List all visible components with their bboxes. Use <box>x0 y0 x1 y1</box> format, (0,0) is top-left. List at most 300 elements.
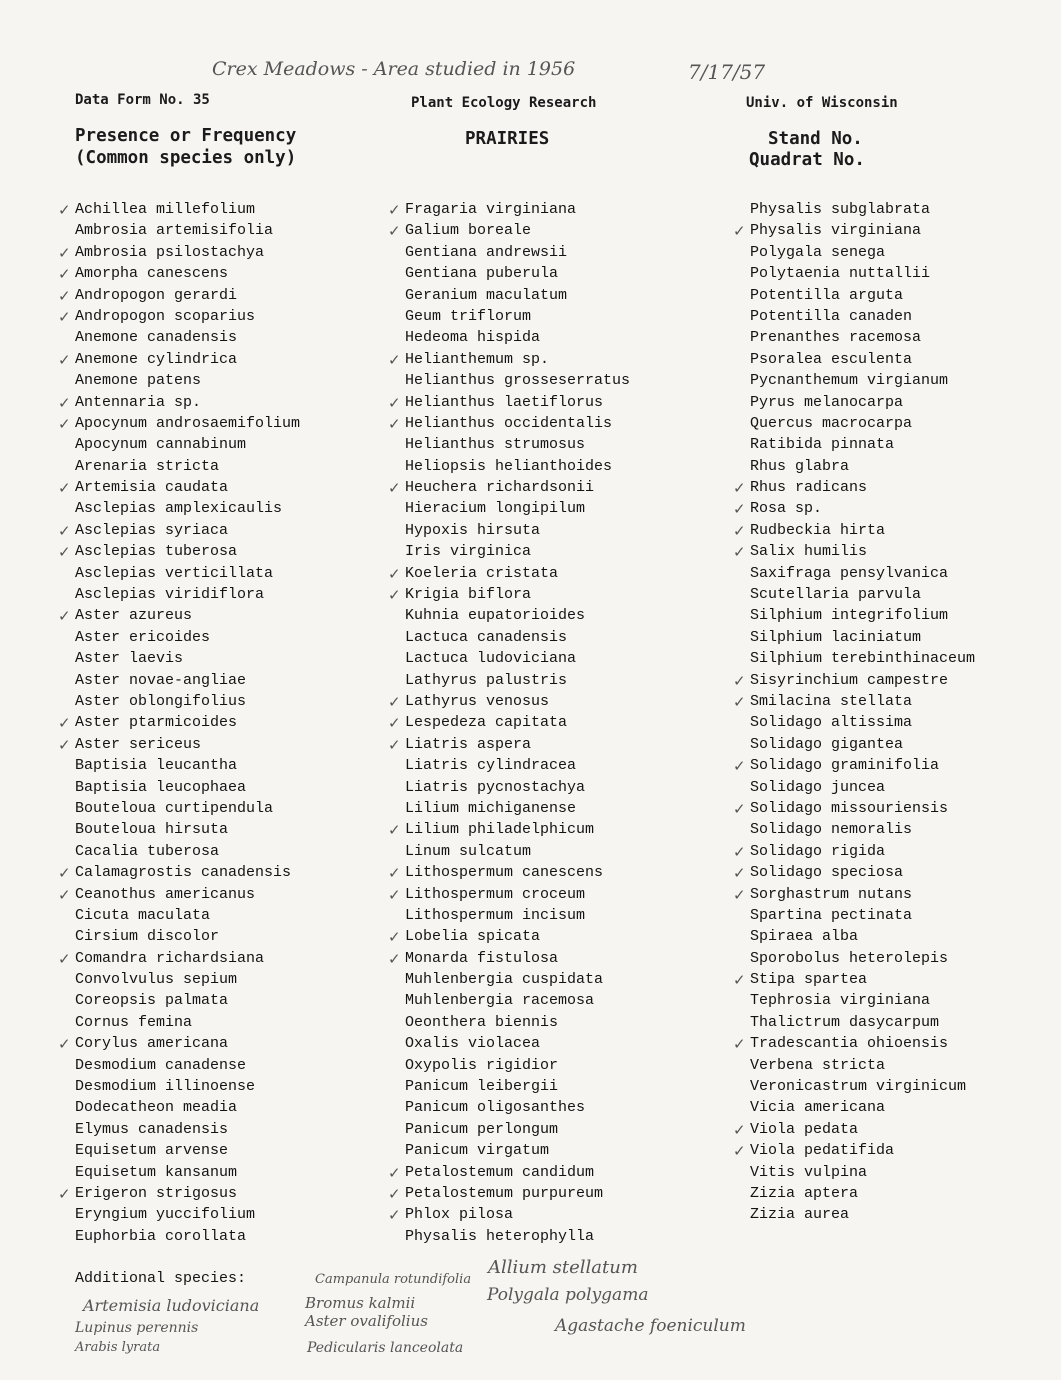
check-mark-icon: ✓ <box>388 1184 401 1203</box>
species-item <box>733 862 975 883</box>
check-mark-icon: ✓ <box>58 307 71 326</box>
species-item <box>750 370 975 391</box>
site-annotation: Crex Meadows - Area studied in 1956 <box>212 58 576 80</box>
check-mark-icon: ✓ <box>388 564 401 583</box>
species-item <box>75 1097 300 1118</box>
species-name: Solidago nemoralis <box>750 821 913 839</box>
species-item <box>405 777 630 798</box>
species-item <box>75 777 300 798</box>
species-name: Oxalis violacea <box>405 1035 541 1053</box>
species-name: Spartina pectinata <box>750 906 913 924</box>
species-name: Lactuca ludoviciana <box>405 650 577 668</box>
species-name: Panicum oligosanthes <box>405 1099 586 1117</box>
species-item <box>733 755 975 776</box>
check-mark-icon: ✓ <box>58 414 71 433</box>
species-name: Aster ericoides <box>75 628 211 646</box>
species-item <box>405 969 630 990</box>
species-item <box>58 199 300 220</box>
species-item <box>58 948 300 969</box>
handwritten-species: Allium stellatum <box>488 1257 638 1278</box>
species-name: Solidago speciosa <box>750 864 904 882</box>
check-mark-icon: ✓ <box>58 864 71 883</box>
species-item <box>75 498 300 519</box>
species-name: Antennaria sp. <box>75 393 202 411</box>
species-item <box>733 841 975 862</box>
species-item <box>750 627 975 648</box>
species-name: Solidago rigida <box>750 842 886 860</box>
species-item <box>388 349 630 370</box>
species-name: Ambrosia artemisifolia <box>75 222 274 240</box>
check-mark-icon: ✓ <box>58 607 71 626</box>
species-name: Cicuta maculata <box>75 906 211 924</box>
species-item <box>58 392 300 413</box>
species-name: Apocynum androsaemifolium <box>75 414 301 432</box>
check-mark-icon: ✓ <box>58 265 71 284</box>
species-name: Monarda fistulosa <box>405 949 559 967</box>
species-item <box>750 648 975 669</box>
species-name: Liatris cylindracea <box>405 757 577 775</box>
species-name: Ambrosia psilostachya <box>75 243 265 261</box>
species-item <box>750 1204 975 1225</box>
species-item <box>405 1140 630 1161</box>
organization: Plant Ecology Research <box>411 95 597 111</box>
check-mark-icon: ✓ <box>388 350 401 369</box>
check-mark-icon: ✓ <box>388 201 401 219</box>
species-item <box>75 456 300 477</box>
species-item <box>733 884 975 905</box>
species-name: Solidago juncea <box>750 778 886 796</box>
check-mark-icon: ✓ <box>58 521 71 540</box>
species-item <box>750 1076 975 1097</box>
species-name: Vicia americana <box>750 1099 886 1117</box>
check-mark-icon: ✓ <box>733 521 746 540</box>
species-name: Lobelia spicata <box>405 928 541 946</box>
species-item <box>388 413 630 434</box>
species-name: Psoralea esculenta <box>750 350 913 368</box>
species-item <box>750 456 975 477</box>
check-mark-icon: ✓ <box>58 243 71 262</box>
species-name: Corylus americana <box>75 1035 229 1053</box>
species-name: Geum triflorum <box>405 307 532 325</box>
species-name: Gentiana puberula <box>405 265 559 283</box>
species-item <box>405 905 630 926</box>
species-name: Scutellaria parvula <box>750 586 922 604</box>
species-item <box>58 862 300 883</box>
species-name: Smilacina stellata <box>750 692 913 710</box>
check-mark-icon: ✓ <box>58 479 71 498</box>
species-item <box>75 1162 300 1183</box>
species-item <box>405 520 630 541</box>
species-name: Aster azureus <box>75 607 193 625</box>
species-name: Hypoxis hirsuta <box>405 521 541 539</box>
species-item <box>405 1097 630 1118</box>
species-item <box>58 349 300 370</box>
species-item <box>405 263 630 284</box>
species-item <box>388 199 630 220</box>
species-item <box>388 1162 630 1183</box>
species-item <box>58 306 300 327</box>
check-mark-icon: ✓ <box>388 222 401 241</box>
species-item <box>405 327 630 348</box>
species-name: Vitis vulpina <box>750 1163 868 1181</box>
species-name: Elymus canadensis <box>75 1120 229 1138</box>
species-name: Apocynum cannabinum <box>75 436 247 454</box>
species-item <box>58 1033 300 1054</box>
species-item <box>75 819 300 840</box>
species-item <box>75 755 300 776</box>
species-name: Saxifraga pensylvanica <box>750 564 949 582</box>
handwritten-species: Bromus kalmii <box>305 1294 416 1312</box>
species-item <box>75 220 300 241</box>
check-mark-icon: ✓ <box>388 479 401 498</box>
species-name: Iris virginica <box>405 543 532 561</box>
species-name: Geranium maculatum <box>405 286 568 304</box>
species-item <box>75 627 300 648</box>
species-item <box>405 841 630 862</box>
species-name: Rosa sp. <box>750 500 823 518</box>
species-item <box>733 1119 975 1140</box>
species-item <box>405 670 630 691</box>
species-name: Koeleria cristata <box>405 564 559 582</box>
check-mark-icon: ✓ <box>58 949 71 968</box>
species-name: Convolvulus sepium <box>75 971 238 989</box>
species-name: Pycnanthemum virgianum <box>750 372 949 390</box>
check-mark-icon: ✓ <box>388 735 401 754</box>
species-item <box>405 627 630 648</box>
species-name: Equisetum kansanum <box>75 1163 238 1181</box>
quadrat-number: Quadrat No. <box>749 150 865 170</box>
species-name: Rudbeckia hirta <box>750 521 886 539</box>
species-name: Linum sulcatum <box>405 842 532 860</box>
species-name: Andropogon gerardi <box>75 286 238 304</box>
species-item <box>388 1183 630 1204</box>
check-mark-icon: ✓ <box>388 586 401 605</box>
species-item <box>733 220 975 241</box>
species-item <box>405 1033 630 1054</box>
handwritten-species: Agastache foeniculum <box>555 1316 746 1336</box>
species-item <box>750 1055 975 1076</box>
species-name: Desmodium canadense <box>75 1056 247 1074</box>
species-item <box>388 477 630 498</box>
species-name: Bouteloua curtipendula <box>75 799 274 817</box>
species-item <box>405 1119 630 1140</box>
species-item <box>733 798 975 819</box>
presence-line-1: Presence or Frequency <box>75 126 297 146</box>
species-item <box>75 327 300 348</box>
check-mark-icon: ✓ <box>388 864 401 883</box>
species-name: Baptisia leucophaea <box>75 778 247 796</box>
species-name: Lathyrus venosus <box>405 692 550 710</box>
species-name: Polygala senega <box>750 243 886 261</box>
species-name: Silphium terebinthinaceum <box>750 650 976 668</box>
species-name: Asclepias syriaca <box>75 521 229 539</box>
handwritten-species: Arabis lyrata <box>75 1340 161 1355</box>
species-item <box>58 285 300 306</box>
handwritten-species: Artemisia ludoviciana <box>83 1296 260 1315</box>
species-item <box>58 541 300 562</box>
species-name: Silphium laciniatum <box>750 628 922 646</box>
check-mark-icon: ✓ <box>388 928 401 947</box>
species-item <box>750 285 975 306</box>
species-name: Oxypolis rigidior <box>405 1056 559 1074</box>
species-name: Asclepias viridiflora <box>75 586 265 604</box>
species-name: Lactuca canadensis <box>405 628 568 646</box>
species-name: Cirsium discolor <box>75 928 220 946</box>
page-title: PRAIRIES <box>465 129 550 149</box>
check-mark-icon: ✓ <box>58 393 71 412</box>
species-item <box>75 1140 300 1161</box>
species-item <box>75 990 300 1011</box>
species-name: Ratibida pinnata <box>750 436 895 454</box>
check-mark-icon: ✓ <box>388 885 401 904</box>
species-name: Bouteloua hirsuta <box>75 821 229 839</box>
species-name: Lilium philadelphicum <box>405 821 595 839</box>
species-item <box>75 563 300 584</box>
species-item <box>750 1183 975 1204</box>
species-name: Arenaria stricta <box>75 457 220 475</box>
species-item <box>750 584 975 605</box>
species-name: Helianthus grosseserratus <box>405 372 631 390</box>
species-name: Anemone cylindrica <box>75 350 238 368</box>
species-name: Eryngium yuccifolium <box>75 1206 256 1224</box>
handwritten-species: Campanula rotundifolia <box>315 1272 472 1287</box>
species-item <box>75 1055 300 1076</box>
check-mark-icon: ✓ <box>733 971 746 990</box>
check-mark-icon: ✓ <box>58 1035 71 1054</box>
presence-line-2: (Common species only) <box>75 148 297 168</box>
species-name: Asclepias tuberosa <box>75 543 238 561</box>
species-item <box>405 990 630 1011</box>
species-item <box>58 712 300 733</box>
species-name: Anemone canadensis <box>75 329 238 347</box>
species-name: Aster oblongifolius <box>75 692 247 710</box>
species-item <box>750 199 975 220</box>
species-item <box>75 905 300 926</box>
species-item <box>750 413 975 434</box>
check-mark-icon: ✓ <box>388 1206 401 1225</box>
species-name: Cornus femina <box>75 1013 193 1031</box>
species-name: Euphorbia corollata <box>75 1227 247 1245</box>
species-name: Calamagrostis canadensis <box>75 864 292 882</box>
handwritten-species: Pedicularis lanceolata <box>307 1340 464 1356</box>
species-name: Rhus glabra <box>750 457 850 475</box>
check-mark-icon: ✓ <box>733 864 746 883</box>
species-name: Lithospermum incisum <box>405 906 586 924</box>
species-name: Sorghastrum nutans <box>750 885 913 903</box>
species-name: Solidago missouriensis <box>750 799 949 817</box>
species-item <box>750 605 975 626</box>
species-name: Lithospermum canescens <box>405 864 604 882</box>
handwritten-species: Lupinus perennis <box>75 1320 199 1336</box>
species-item <box>750 905 975 926</box>
species-name: Petalostemum purpureum <box>405 1184 604 1202</box>
species-item <box>405 434 630 455</box>
species-item <box>405 1076 630 1097</box>
check-mark-icon: ✓ <box>733 1035 746 1054</box>
species-item <box>750 1097 975 1118</box>
university: Univ. of Wisconsin <box>746 95 898 111</box>
form-number: Data Form No. 35 <box>75 92 210 108</box>
species-name: Tephrosia virginiana <box>750 992 931 1010</box>
species-item <box>750 306 975 327</box>
species-item <box>733 541 975 562</box>
species-item <box>58 734 300 755</box>
species-item <box>750 1162 975 1183</box>
species-name: Viola pedatifida <box>750 1142 895 1160</box>
species-name: Helianthemum sp. <box>405 350 550 368</box>
species-name: Asclepias amplexicaulis <box>75 500 283 518</box>
species-item <box>75 670 300 691</box>
species-item <box>75 926 300 947</box>
species-name: Lathyrus palustris <box>405 671 568 689</box>
check-mark-icon: ✓ <box>388 414 401 433</box>
species-name: Polytaenia nuttallii <box>750 265 931 283</box>
species-item <box>58 242 300 263</box>
check-mark-icon: ✓ <box>58 1184 71 1203</box>
species-name: Panicum leibergii <box>405 1078 559 1096</box>
species-item <box>388 884 630 905</box>
species-name: Solidago gigantea <box>750 735 904 753</box>
species-item <box>733 1140 975 1161</box>
species-name: Helianthus laetiflorus <box>405 393 604 411</box>
species-name: Panicum virgatum <box>405 1142 550 1160</box>
species-item <box>750 990 975 1011</box>
species-item <box>388 220 630 241</box>
species-item <box>405 755 630 776</box>
species-item <box>405 541 630 562</box>
check-mark-icon: ✓ <box>733 479 746 498</box>
species-name: Phlox pilosa <box>405 1206 514 1224</box>
species-name: Aster novae-angliae <box>75 671 247 689</box>
species-name: Lespedeza capitata <box>405 714 568 732</box>
species-item <box>750 242 975 263</box>
species-item <box>733 969 975 990</box>
species-item <box>75 691 300 712</box>
species-name: Silphium integrifolium <box>750 607 949 625</box>
species-item <box>750 948 975 969</box>
species-item <box>750 327 975 348</box>
stand-number: Stand No. <box>768 129 863 149</box>
species-name: Anemone patens <box>75 372 202 390</box>
species-name: Salix humilis <box>750 543 868 561</box>
species-name: Hedeoma hispida <box>405 329 541 347</box>
species-name: Liatris aspera <box>405 735 532 753</box>
species-item <box>405 456 630 477</box>
check-mark-icon: ✓ <box>733 500 746 519</box>
species-name: Solidago graminifolia <box>750 757 940 775</box>
species-name: Viola pedata <box>750 1120 859 1138</box>
species-item <box>388 712 630 733</box>
species-item <box>388 392 630 413</box>
check-mark-icon: ✓ <box>733 885 746 904</box>
species-name: Erigeron strigosus <box>75 1184 238 1202</box>
species-name: Kuhnia eupatorioides <box>405 607 586 625</box>
check-mark-icon: ✓ <box>733 1142 746 1161</box>
species-item <box>405 498 630 519</box>
species-item <box>75 434 300 455</box>
species-item <box>75 370 300 391</box>
species-column-3 <box>733 199 976 1226</box>
species-name: Fragaria virginiana <box>405 201 577 218</box>
species-name: Physalis virginiana <box>750 222 922 240</box>
check-mark-icon: ✓ <box>388 692 401 711</box>
species-name: Hieracium longipilum <box>405 500 586 518</box>
species-name: Solidago altissima <box>750 714 913 732</box>
check-mark-icon: ✓ <box>733 1120 746 1139</box>
species-item <box>405 798 630 819</box>
check-mark-icon: ✓ <box>733 757 746 776</box>
species-name: Liatris pycnostachya <box>405 778 586 796</box>
species-name: Zizia aurea <box>750 1206 850 1224</box>
species-item <box>405 306 630 327</box>
species-name: Asclepias verticillata <box>75 564 274 582</box>
species-column-2 <box>388 199 631 1247</box>
species-name: Gentiana andrewsii <box>405 243 568 261</box>
species-item <box>75 1012 300 1033</box>
species-name: Baptisia leucantha <box>75 757 238 775</box>
check-mark-icon: ✓ <box>58 350 71 369</box>
species-name: Muhlenbergia cuspidata <box>405 971 604 989</box>
species-name: Potentilla arguta <box>750 286 904 304</box>
species-name: Achillea millefolium <box>75 201 256 218</box>
species-item <box>733 520 975 541</box>
species-column-1 <box>58 199 301 1247</box>
species-name: Petalostemum candidum <box>405 1163 595 1181</box>
species-name: Galium boreale <box>405 222 532 240</box>
species-name: Desmodium illinoense <box>75 1078 256 1096</box>
additional-species-label: Additional species: <box>75 1270 247 1287</box>
species-item <box>750 349 975 370</box>
species-name: Sisyrinchium campestre <box>750 671 949 689</box>
species-item <box>750 1012 975 1033</box>
species-name: Coreopsis palmata <box>75 992 229 1010</box>
species-name: Heuchera richardsonii <box>405 479 595 497</box>
species-name: Tradescantia ohioensis <box>750 1035 949 1053</box>
species-name: Aster sericeus <box>75 735 202 753</box>
species-name: Sporobolus heterolepis <box>750 949 949 967</box>
check-mark-icon: ✓ <box>733 671 746 690</box>
species-name: Aster ptarmicoides <box>75 714 238 732</box>
species-name: Panicum perlongum <box>405 1120 559 1138</box>
species-item <box>75 584 300 605</box>
check-mark-icon: ✓ <box>58 735 71 754</box>
species-name: Equisetum arvense <box>75 1142 229 1160</box>
species-name: Lithospermum croceum <box>405 885 586 903</box>
species-item <box>75 1226 300 1247</box>
species-name: Potentilla canaden <box>750 307 913 325</box>
check-mark-icon: ✓ <box>388 393 401 412</box>
check-mark-icon: ✓ <box>388 949 401 968</box>
check-mark-icon: ✓ <box>733 692 746 711</box>
species-name: Veronicastrum virginicum <box>750 1078 967 1096</box>
check-mark-icon: ✓ <box>58 885 71 904</box>
species-item <box>750 926 975 947</box>
species-name: Cacalia tuberosa <box>75 842 220 860</box>
species-item <box>58 884 300 905</box>
check-mark-icon: ✓ <box>58 543 71 562</box>
species-item <box>405 648 630 669</box>
check-mark-icon: ✓ <box>733 842 746 861</box>
species-item <box>388 948 630 969</box>
handwritten-species: Aster ovalifolius <box>305 1312 428 1330</box>
check-mark-icon: ✓ <box>58 714 71 733</box>
species-item <box>388 1204 630 1225</box>
check-mark-icon: ✓ <box>733 799 746 818</box>
species-item <box>750 263 975 284</box>
species-item <box>58 413 301 434</box>
species-name: Verbena stricta <box>750 1056 886 1074</box>
species-name: Thalictrum dasycarpum <box>750 1013 940 1031</box>
